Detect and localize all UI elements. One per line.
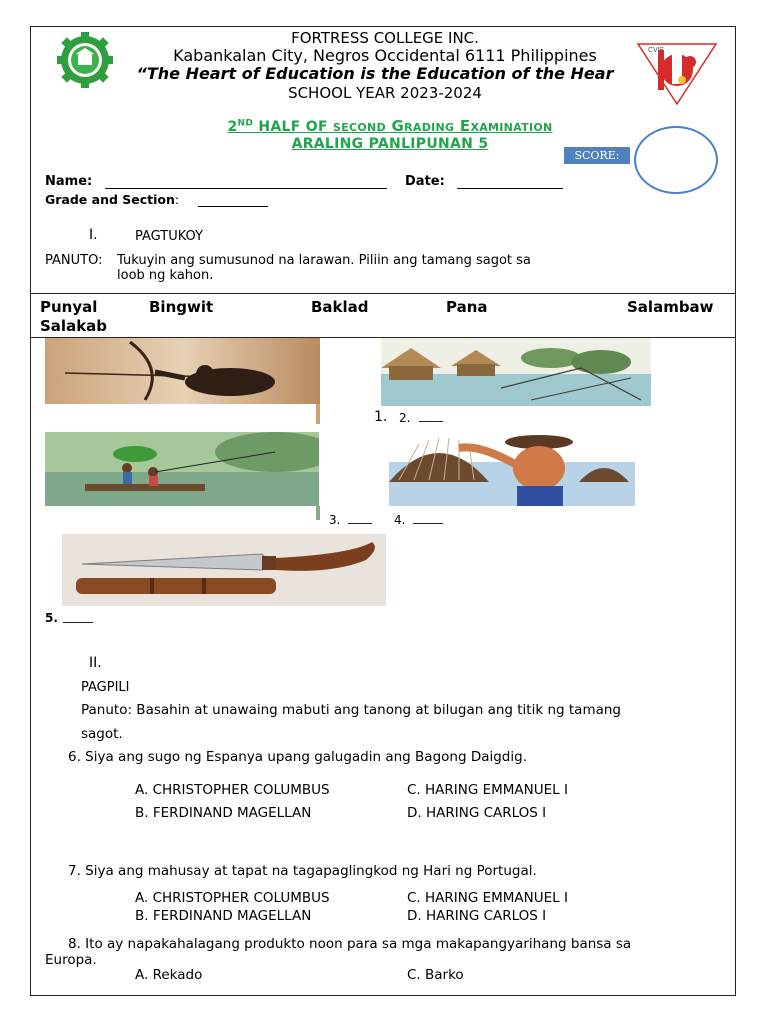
q7-choice-b[interactable]: B. FERDINAND MAGELLAN xyxy=(135,908,312,924)
answer-2-number: 2. xyxy=(399,411,411,425)
q6-choice-a[interactable]: A. CHRISTOPHER COLUMBUS xyxy=(135,782,330,798)
boys-fishing-image xyxy=(45,432,319,506)
dagger-image xyxy=(62,534,386,606)
exam-title-part-a: HALF OF xyxy=(258,119,333,135)
exam-title-part-b: second Grading Examination xyxy=(333,117,553,135)
part2-instructions-line1: Panuto: Basahin at unawaing mabuti ang tanong at bilugan ang titik ng tamang xyxy=(81,702,621,718)
part1-instructions-label: PANUTO: xyxy=(45,253,103,268)
word-bank-item: Punyal xyxy=(40,298,98,316)
school-name: FORTRESS COLLEGE INC. xyxy=(291,29,479,47)
word-bank-item: Salakab xyxy=(40,317,108,335)
image-edge xyxy=(316,506,320,520)
question-6: 6. Siya ang sugo ng Espanya upang galugadin ang Bagong Daigdig. xyxy=(68,749,527,765)
page-border xyxy=(30,26,736,996)
part2-numeral: II. xyxy=(89,655,102,671)
question-8-line1: 8. Ito ay napakahalagang produkto noon para sa mga makapangyarihang bansa sa xyxy=(68,936,632,952)
q6-choice-d[interactable]: D. HARING CARLOS I xyxy=(407,805,547,821)
word-bank-item: Salambaw xyxy=(627,298,714,316)
school-motto: “The Heart of Education is the Education of the Hear xyxy=(136,65,614,83)
q8-choice-a[interactable]: A. Rekado xyxy=(135,967,203,983)
answer-4-blank[interactable]: _____ xyxy=(413,510,443,524)
q6-choice-c[interactable]: C. HARING EMMANUEL I xyxy=(407,782,568,798)
date-label: Date: xyxy=(405,174,445,189)
exam-subject: ARALING PANLIPUNAN 5 xyxy=(291,136,489,152)
exam-ordinal-suffix: ND xyxy=(237,118,254,129)
q7-choice-c[interactable]: C. HARING EMMANUEL I xyxy=(407,890,568,906)
name-field[interactable] xyxy=(105,188,387,189)
part2-instructions-line2: sagot. xyxy=(81,726,123,742)
date-field[interactable] xyxy=(457,188,563,189)
part2-title: PAGPILI xyxy=(81,680,130,695)
answer-2-blank[interactable]: ____ xyxy=(419,408,443,422)
word-bank-item: Bingwit xyxy=(149,298,214,316)
grade-section-label xyxy=(45,192,179,207)
word-bank-item: Pana xyxy=(446,298,488,316)
answer-4-number: 4. xyxy=(394,513,406,527)
answer-3-number: 3. xyxy=(329,513,341,527)
exam-ordinal-number: 2 xyxy=(227,119,238,135)
answer-5-blank[interactable]: _____ xyxy=(63,609,93,623)
q6-choice-b[interactable]: B. FERDINAND MAGELLAN xyxy=(135,805,312,821)
part1-numeral: I. xyxy=(89,227,98,243)
part1-instructions-line1: Tukuyin ang sumusunod na larawan. Piliin ang tamang sagot sa xyxy=(117,253,531,268)
name-label: Name: xyxy=(45,174,93,189)
question-7: 7. Siya ang mahusay at tapat na tagapaglingkod ng Hari ng Portugal. xyxy=(68,863,537,879)
answer-5-number: 5. xyxy=(45,611,58,625)
image-edge xyxy=(316,404,320,424)
answer-3-blank[interactable]: ____ xyxy=(348,510,372,524)
school-address: Kabankalan City, Negros Occidental 6111 Philippines xyxy=(173,46,597,65)
grade-section-colon: : xyxy=(174,192,180,207)
score-circle[interactable] xyxy=(634,126,718,194)
q7-choice-a[interactable]: A. CHRISTOPHER COLUMBUS xyxy=(135,890,330,906)
school-year: SCHOOL YEAR 2023-2024 xyxy=(288,84,482,102)
question-8-line2: Europa. xyxy=(45,952,97,968)
grade-section-text: Grade and Section xyxy=(45,192,175,207)
exam-title xyxy=(100,117,680,135)
fish-trap-village-image xyxy=(381,338,651,418)
score-label: SCORE: xyxy=(564,147,630,164)
answer-1-number: 1. xyxy=(374,409,388,425)
bow-arrow-image xyxy=(45,338,320,404)
grade-section-field[interactable] xyxy=(198,206,268,207)
part1-instructions-line2: loob ng kahon. xyxy=(117,268,214,283)
logo-right-text: CVIF xyxy=(648,46,664,54)
word-bank-item: Baklad xyxy=(311,298,369,316)
q7-choice-d[interactable]: D. HARING CARLOS I xyxy=(407,908,547,924)
q8-choice-c[interactable]: C. Barko xyxy=(407,967,464,983)
salakab-fisherman-image xyxy=(389,434,635,506)
part1-title: PAGTUKOY xyxy=(135,229,204,244)
